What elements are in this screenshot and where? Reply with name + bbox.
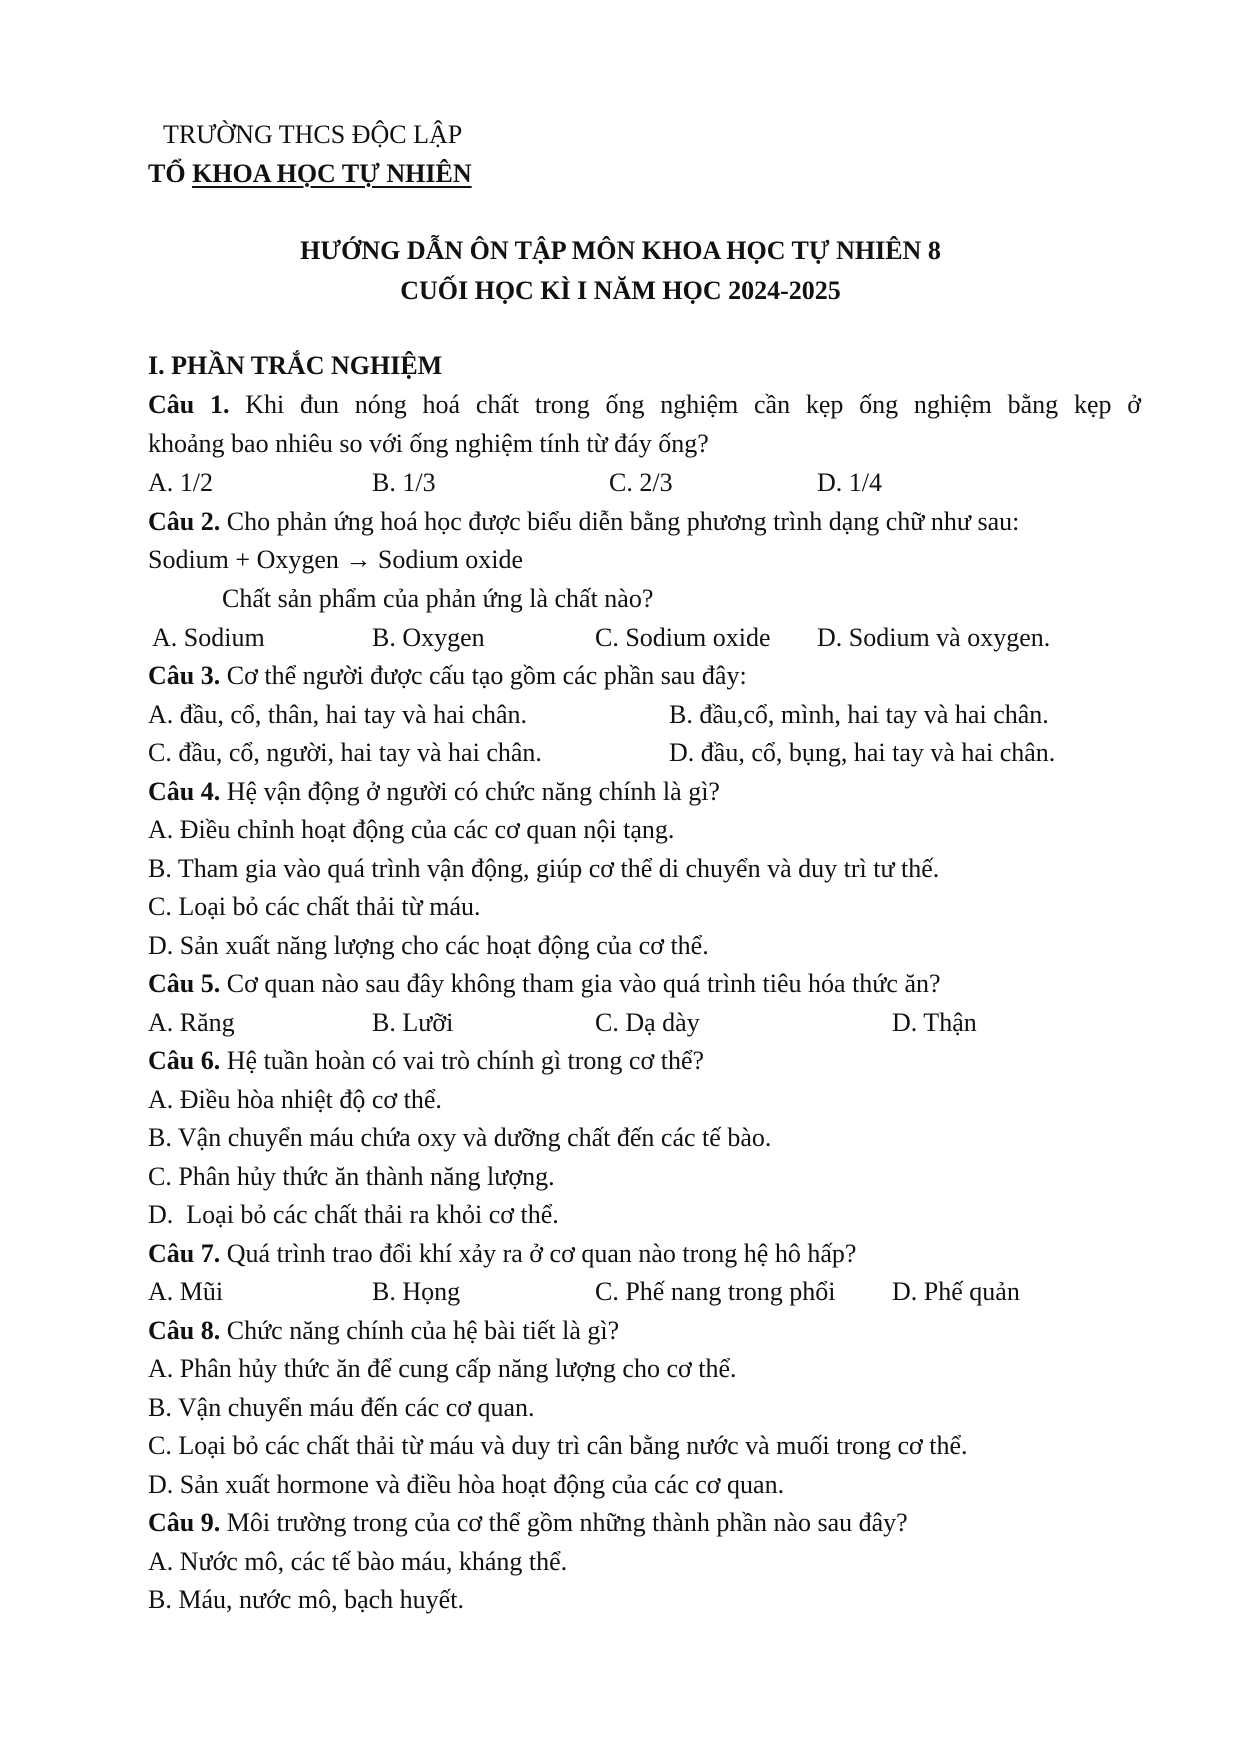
question-3-stem xyxy=(148,663,747,689)
question-3-number: Câu 3. xyxy=(148,661,221,690)
q6-option-b: B. Vận chuyển máu chứa oxy và dưỡng chất đến các tế bào. xyxy=(148,1123,772,1152)
school-name: TRƯỜNG THCS ĐỘC LẬP xyxy=(163,120,463,149)
q4-option-d: D. Sản xuất năng lượng cho các hoạt động của cơ thể. xyxy=(148,931,709,960)
q6-option-d: D. Loại bỏ các chất thải ra khỏi cơ thể. xyxy=(148,1200,559,1229)
q4-option-b: B. Tham gia vào quá trình vận động, giúp cơ thể di chuyển và duy trì tư thế. xyxy=(148,854,940,883)
q9-option-b: B. Máu, nước mô, bạch huyết. xyxy=(148,1585,464,1614)
q4-option-c: C. Loại bỏ các chất thải từ máu. xyxy=(148,892,481,921)
q6-option-a: A. Điều hòa nhiệt độ cơ thể. xyxy=(148,1085,442,1114)
section-heading: I. PHẦN TRẮC NGHIỆM xyxy=(148,351,443,380)
question-8-stem xyxy=(148,1318,619,1344)
question-7-stem xyxy=(148,1241,856,1267)
question-4-number: Câu 4. xyxy=(148,777,221,806)
q1-option-c: C. 2/3 xyxy=(609,468,673,497)
question-5-text: Cơ quan nào sau đây không tham gia vào quá trình tiêu hóa thức ăn? xyxy=(220,969,941,998)
question-7-text: Quá trình trao đổi khí xảy ra ở cơ quan nào trong hệ hô hấp? xyxy=(220,1239,857,1268)
question-6-text: Hệ tuần hoàn có vai trò chính gì trong cơ thể? xyxy=(220,1046,705,1075)
q4-option-a: A. Điều chỉnh hoạt động của các cơ quan nội tạng. xyxy=(148,815,675,844)
question-9-text: Môi trường trong của cơ thể gồm những thành phần nào sau đây? xyxy=(220,1508,908,1537)
question-3-text: Cơ thể người được cấu tạo gồm các phần sau đây: xyxy=(220,661,747,690)
q7-option-d: D. Phế quản xyxy=(892,1277,1020,1306)
question-4-stem xyxy=(148,779,720,805)
q8-option-c: C. Loại bỏ các chất thải từ máu và duy trì cân bằng nước và muối trong cơ thể. xyxy=(148,1431,968,1460)
q2-option-b: B. Oxygen xyxy=(372,623,485,652)
q1-option-b: B. 1/3 xyxy=(372,468,436,497)
q5-option-b: B. Lưỡi xyxy=(372,1008,454,1037)
question-2-equation: Sodium + Oxygen → Sodium oxide xyxy=(148,545,524,574)
question-5-stem xyxy=(148,971,941,997)
q5-option-d: D. Thận xyxy=(892,1008,977,1037)
question-1-number: Câu 1. xyxy=(148,390,230,419)
question-1-text: Khi đun nóng hoá chất trong ống nghiệm cần kẹp ống nghiệm bằng kẹp ở xyxy=(229,390,1141,419)
q3-option-b: B. đầu,cổ, mình, hai tay và hai chân. xyxy=(669,700,1049,729)
question-2-text: Cho phản ứng hoá học được biểu diễn bằng phương trình dạng chữ như sau: xyxy=(220,507,1020,536)
q7-option-c: C. Phế nang trong phổi xyxy=(595,1277,836,1306)
q8-option-d: D. Sản xuất hormone và điều hòa hoạt động của các cơ quan. xyxy=(148,1470,785,1499)
question-8-number: Câu 8. xyxy=(148,1316,221,1345)
q6-option-c: C. Phân hủy thức ăn thành năng lượng. xyxy=(148,1162,555,1191)
question-5-number: Câu 5. xyxy=(148,969,221,998)
question-9-number: Câu 9. xyxy=(148,1508,221,1537)
question-6-stem xyxy=(148,1048,704,1074)
question-7-number: Câu 7. xyxy=(148,1239,221,1268)
q7-option-b: B. Họng xyxy=(372,1277,461,1306)
department-name xyxy=(148,161,472,187)
q5-option-a: A. Răng xyxy=(148,1008,235,1037)
q2-option-a: A. Sodium xyxy=(152,623,265,652)
q5-option-c: C. Dạ dày xyxy=(595,1008,700,1037)
question-1-stem xyxy=(148,392,1141,418)
q8-option-a: A. Phân hủy thức ăn để cung cấp năng lượng cho cơ thể. xyxy=(148,1354,737,1383)
question-4-text: Hệ vận động ở người có chức năng chính là gì? xyxy=(220,777,720,806)
department-prefix: TỔ xyxy=(148,159,193,188)
question-2-prompt: Chất sản phẩm của phản ứng là chất nào? xyxy=(222,584,654,613)
question-2-stem xyxy=(148,509,1019,535)
q3-option-a: A. đầu, cổ, thân, hai tay và hai chân. xyxy=(148,700,528,729)
question-2-number: Câu 2. xyxy=(148,507,221,536)
q2-option-d: D. Sodium và oxygen. xyxy=(817,623,1051,652)
q2-option-c: C. Sodium oxide xyxy=(595,623,771,652)
q8-option-b: B. Vận chuyển máu đến các cơ quan. xyxy=(148,1393,535,1422)
question-8-text: Chức năng chính của hệ bài tiết là gì? xyxy=(220,1316,620,1345)
q1-option-a: A. 1/2 xyxy=(148,468,213,497)
q1-option-d: D. 1/4 xyxy=(817,468,882,497)
document-title-line2: CUỐI HỌC KÌ I NĂM HỌC 2024-2025 xyxy=(400,276,841,305)
department-title: KHOA HỌC TỰ NHIÊN xyxy=(192,159,472,188)
question-9-stem xyxy=(148,1510,908,1536)
q3-option-c: C. đầu, cổ, người, hai tay và hai chân. xyxy=(148,738,542,767)
document-title-line1: HƯỚNG DẪN ÔN TẬP MÔN KHOA HỌC TỰ NHIÊN 8 xyxy=(300,236,941,265)
q7-option-a: A. Mũi xyxy=(148,1277,224,1306)
q9-option-a: A. Nước mô, các tế bào máu, kháng thể. xyxy=(148,1547,568,1576)
q3-option-d: D. đầu, cổ, bụng, hai tay và hai chân. xyxy=(669,738,1056,767)
question-6-number: Câu 6. xyxy=(148,1046,221,1075)
question-1-text-cont: khoảng bao nhiêu so với ống nghiệm tính từ đáy ống? xyxy=(148,429,709,458)
